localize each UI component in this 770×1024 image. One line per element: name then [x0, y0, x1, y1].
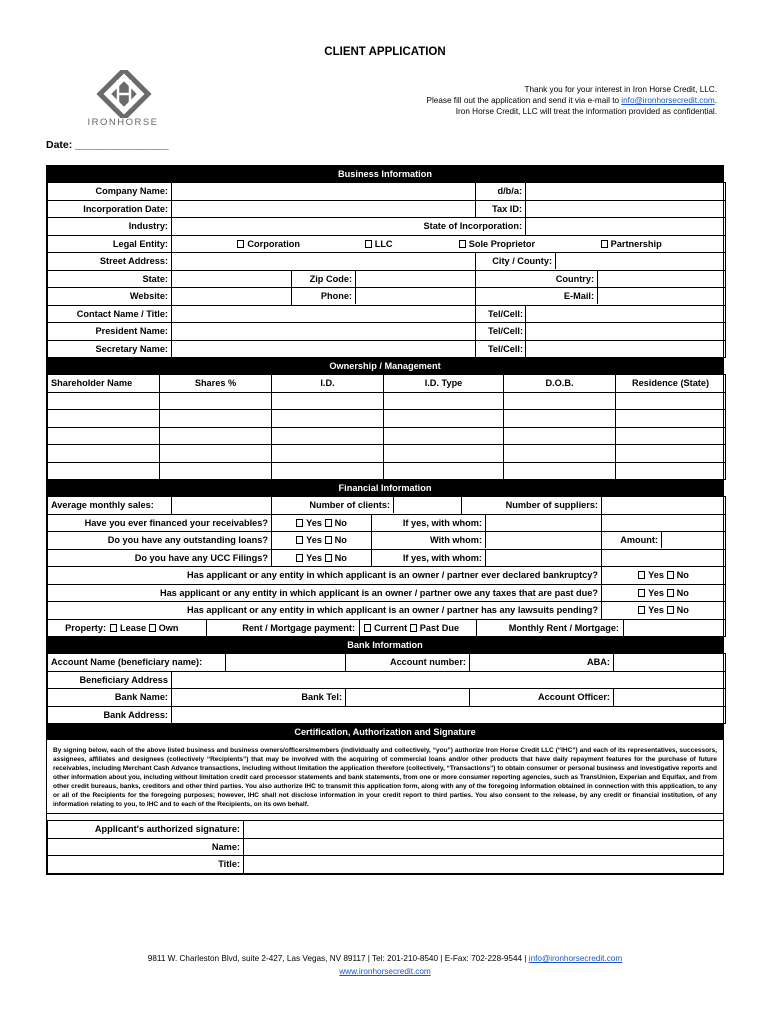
bank-name-label: Bank Name:: [48, 689, 172, 707]
president-telcell-label: Tel/Cell:: [476, 323, 526, 341]
col-dob: D.O.B.: [504, 375, 616, 393]
bank-header: Bank Information: [47, 637, 723, 653]
loans-whom-cell[interactable]: [372, 532, 602, 550]
ucc-yes-no[interactable]: [272, 549, 372, 567]
city-county-label: City / County:: [476, 253, 556, 269]
col-id: I.D.: [272, 375, 384, 393]
no-label: No: [676, 605, 689, 616]
state-of-incorporation-label: State of Incorporation:: [356, 218, 526, 236]
option-partnership-label: Partnership: [610, 238, 662, 249]
checkbox-icon[interactable]: [365, 240, 372, 248]
company-name-field[interactable]: [172, 183, 476, 201]
title-label: Title:: [48, 856, 244, 874]
bankruptcy-label: Has applicant or any entity in which applicant is an owner / partner ever declared bankruptcy?: [48, 567, 602, 585]
current-label: Current: [374, 622, 408, 633]
checkbox-icon[interactable]: [325, 554, 332, 562]
col-id-type: I.D. Type: [384, 375, 504, 393]
row-company: [48, 183, 726, 201]
checkbox-icon[interactable]: [601, 240, 608, 248]
rent-status-options[interactable]: [359, 620, 476, 636]
no-label: No: [334, 552, 347, 563]
name-field[interactable]: [244, 838, 724, 856]
state-of-incorporation-field[interactable]: [526, 218, 726, 236]
intro-email-link[interactable]: info@ironhorsecredit.com: [621, 96, 715, 105]
checkbox-icon[interactable]: [364, 624, 371, 632]
checkbox-icon[interactable]: [459, 240, 466, 248]
amount-cell[interactable]: [602, 532, 726, 550]
bankruptcy-yes-no[interactable]: [602, 567, 726, 585]
secretary-telcell-field[interactable]: [526, 340, 726, 358]
table-row[interactable]: [48, 462, 726, 480]
checkbox-icon[interactable]: [638, 589, 645, 597]
beneficiary-address-field[interactable]: [172, 671, 726, 689]
account-name-label: Account Name (beneficiary name):: [48, 654, 226, 672]
no-label: No: [334, 517, 347, 528]
lawsuits-yes-no[interactable]: [602, 602, 726, 620]
with-whom-label: With whom:: [372, 532, 486, 548]
lease-label: Lease: [120, 622, 147, 633]
ucc-whom-cell[interactable]: [372, 549, 602, 567]
bank-address-field[interactable]: [172, 706, 726, 724]
checkbox-icon[interactable]: [667, 571, 674, 579]
footer-line-1: [0, 952, 770, 965]
no-label: No: [676, 587, 689, 598]
account-officer-label: Account Officer:: [470, 689, 614, 707]
city-county-cell[interactable]: [476, 253, 726, 271]
contact-telcell-field[interactable]: [526, 305, 726, 323]
footer: [0, 952, 770, 978]
phone-label: Phone:: [292, 288, 356, 304]
lawsuits-label: Has applicant or any entity in which applicant is an owner / partner has any lawsuits pending?: [48, 602, 602, 620]
incorporation-date-field[interactable]: [172, 200, 476, 218]
yes-label: Yes: [648, 587, 665, 598]
outstanding-loans-yes-no[interactable]: [272, 532, 372, 550]
bank-tel-field[interactable]: [346, 689, 470, 707]
tax-id-label: Tax ID:: [476, 200, 526, 218]
email-cell[interactable]: [476, 288, 726, 306]
president-telcell-field[interactable]: [526, 323, 726, 341]
intro-line-2-prefix: Please fill out the application and send it via e-mail to: [426, 96, 622, 105]
logo-text: IRONHORSE: [87, 117, 159, 128]
country-cell[interactable]: [476, 270, 726, 288]
col-residence: Residence (State): [616, 375, 726, 393]
yes-label: Yes: [306, 517, 323, 528]
checkbox-icon[interactable]: [410, 624, 417, 632]
num-suppliers-label: Number of suppliers:: [462, 497, 602, 515]
ownership-header: Ownership / Management: [47, 358, 723, 374]
footer-website-link[interactable]: www.ironhorsecredit.com: [339, 967, 431, 976]
num-suppliers-field[interactable]: [602, 497, 726, 515]
checkbox-icon[interactable]: [667, 606, 674, 614]
checkbox-icon[interactable]: [638, 606, 645, 614]
account-number-field[interactable]: [470, 654, 614, 672]
no-label: No: [676, 570, 689, 581]
phone-cell[interactable]: [292, 288, 476, 306]
num-clients-cell[interactable]: [272, 497, 462, 515]
option-corporation[interactable]: [172, 239, 300, 249]
rent-payment-label: Rent / Mortgage payment:: [206, 620, 359, 636]
bank-table: [47, 653, 726, 724]
yes-label: Yes: [306, 535, 323, 546]
no-label: No: [334, 535, 347, 546]
table-row[interactable]: [48, 410, 726, 428]
option-llc[interactable]: [303, 239, 393, 249]
financed-whom-cell[interactable]: [372, 514, 602, 532]
footer-email-link[interactable]: info@ironhorsecredit.com: [528, 954, 623, 963]
secretary-telcell-label: Tel/Cell:: [476, 340, 526, 358]
email-label: E-Mail:: [476, 288, 598, 304]
yes-label: Yes: [648, 605, 665, 616]
own-label: Own: [158, 622, 179, 633]
street-address-label: Street Address:: [48, 253, 172, 271]
contact-label: Contact Name / Title:: [48, 305, 172, 323]
tax-id-field[interactable]: [526, 200, 726, 218]
checkbox-icon[interactable]: [325, 519, 332, 527]
legal-entity-label: Legal Entity:: [48, 235, 172, 253]
checkbox-icon[interactable]: [237, 240, 244, 248]
account-number-label: Account number:: [346, 654, 470, 672]
contact-telcell-label: Tel/Cell:: [476, 305, 526, 323]
website-field[interactable]: [172, 288, 292, 306]
ownership-table: [47, 374, 726, 480]
checkbox-icon[interactable]: [296, 554, 303, 562]
intro-line-1: Thank you for your interest in Iron Horse Credit, LLC.: [524, 85, 717, 94]
dba-field[interactable]: [526, 183, 726, 201]
account-name-field[interactable]: [226, 654, 346, 672]
table-row[interactable]: [48, 445, 726, 463]
checkbox-icon[interactable]: [296, 519, 303, 527]
country-label: Country:: [476, 271, 598, 287]
bank-name-field[interactable]: [172, 689, 346, 707]
date-field[interactable]: Date: ________________: [46, 139, 169, 151]
ucc-whom-label: If yes, with whom:: [372, 550, 486, 566]
application-form: [46, 165, 724, 875]
secretary-field[interactable]: [172, 340, 476, 358]
footer-address: 9811 W. Charleston Blvd, suite 2-427, Las Vegas, NV 89117 | Tel: 201-210-8540 | E-Fax: 702-228-9544 |: [147, 954, 529, 963]
legal-entity-options: [172, 235, 726, 253]
bank-tel-label: Bank Tel:: [301, 692, 342, 703]
signature-label: Applicant's authorized signature:: [48, 821, 244, 839]
ucc-whom-field[interactable]: [602, 549, 726, 567]
zip-label: Zip Code:: [292, 271, 356, 287]
col-shareholder-name: Shareholder Name: [48, 375, 160, 393]
taxes-label: Has applicant or any entity in which applicant is an owner / partner owe any taxes that are past due?: [48, 584, 602, 602]
yes-label: Yes: [306, 552, 323, 563]
certification-text: By signing below, each of the above listed business and business owners/officers/members (individually and collectively, “you”) authorize Iron Horse Credit LLC (“IHC”) and each of its representatives, successors, assignees, affiliates and designees (collectively “Recipients”) that may be involved with the acquiring of commercial loans and/or other products that have daily repayment features for the purchase of future receivables, including Merchant Cash Advance transactions, including without limitation the application therefore (collectively, “Transactions”) to obtain consumer or personal business and investigative reports and other information about you, including without limitation credit card processor statements and bank statements, from one or more consumer reporting agencies, such as TransUnion, Experian and Equifax, and from other credit bureaus, banks, creditors and other third parties. You also authorize IHC to transmit this application form, along with any of the foregoing information obtained in connection with this application, to any or all of the Recipients for the foregoing purposes; however, IHC shall not disclose information in your credit report to third parties. You also consent to the release, by any credit or financial institution, of any information relating to you, to IHC and to each of the Recipients, on its own behalf.: [47, 740, 723, 814]
ownership-header-row: [48, 375, 726, 393]
property-options[interactable]: [110, 623, 206, 633]
signature-field[interactable]: [244, 821, 724, 839]
dba-label: d/b/a:: [476, 183, 526, 201]
title-field[interactable]: [244, 856, 724, 874]
page-title: CLIENT APPLICATION: [324, 46, 446, 58]
business-info-table: [47, 182, 726, 358]
contact-field[interactable]: [172, 305, 476, 323]
past-due-label: Past Due: [419, 622, 460, 633]
amount-label: Amount:: [602, 532, 662, 548]
company-name-label: Company Name:: [48, 183, 172, 201]
website-label: Website:: [48, 288, 172, 306]
option-sole-label: Sole Proprietor: [468, 238, 536, 249]
table-row[interactable]: [48, 427, 726, 445]
account-officer-field[interactable]: [614, 689, 726, 707]
industry-label: Industry:: [48, 218, 172, 236]
taxes-yes-no[interactable]: [602, 584, 726, 602]
president-field[interactable]: [172, 323, 476, 341]
state-field[interactable]: [172, 270, 292, 288]
secretary-label: Secretary Name:: [48, 340, 172, 358]
checkbox-icon[interactable]: [638, 571, 645, 579]
property-label: Property:: [65, 622, 106, 633]
avg-sales-label: Average monthly sales:: [48, 497, 172, 515]
col-shares: Shares %: [160, 375, 272, 393]
option-llc-label: LLC: [374, 238, 393, 249]
checkbox-icon[interactable]: [110, 624, 117, 632]
aba-label: ABA:: [587, 657, 610, 668]
monthly-rent-label: Monthly Rent / Mortgage:: [476, 620, 624, 636]
footer-line-2: [0, 965, 770, 978]
beneficiary-address-label: Beneficiary Address: [48, 671, 172, 689]
property-row: [48, 619, 726, 637]
aba-field[interactable]: [614, 654, 726, 672]
financed-receivables-yes-no[interactable]: [272, 514, 372, 532]
intro-line-3: Iron Horse Credit, LLC will treat the information provided as confidential.: [455, 107, 717, 116]
street-address-field[interactable]: [172, 253, 476, 271]
option-corporation-label: Corporation: [247, 238, 300, 249]
name-label: Name:: [48, 838, 244, 856]
state-label: State:: [48, 270, 172, 288]
option-sole-proprietor[interactable]: [395, 239, 535, 249]
zip-cell[interactable]: [292, 270, 476, 288]
if-yes-whom-label: If yes, with whom:: [372, 515, 486, 531]
president-label: President Name:: [48, 323, 172, 341]
yes-label: Yes: [648, 570, 665, 581]
certification-header: Certification, Authorization and Signature: [47, 724, 723, 740]
financial-header: Financial Information: [47, 480, 723, 496]
checkbox-icon[interactable]: [325, 536, 332, 544]
financial-table: [47, 496, 726, 637]
outstanding-loans-label: Do you have any outstanding loans?: [48, 532, 272, 550]
incorporation-date-label: Incorporation Date:: [48, 200, 172, 218]
intro-line-2-suffix: .: [714, 96, 717, 105]
avg-sales-field[interactable]: [172, 497, 272, 515]
bank-address-label: Bank Address:: [48, 706, 172, 724]
checkbox-icon[interactable]: [149, 624, 156, 632]
checkbox-icon[interactable]: [296, 536, 303, 544]
signature-table: [47, 820, 724, 874]
checkbox-icon[interactable]: [667, 589, 674, 597]
financed-whom-field[interactable]: [602, 514, 726, 532]
option-partnership[interactable]: [538, 239, 662, 249]
business-info-header: Business Information: [47, 166, 723, 182]
industry-field[interactable]: [172, 218, 356, 236]
num-clients-label: Number of clients:: [272, 497, 394, 513]
intro-line-2: [427, 95, 718, 106]
financed-receivables-label: Have you ever financed your receivables?: [48, 514, 272, 532]
ucc-label: Do you have any UCC Filings?: [48, 549, 272, 567]
table-row[interactable]: [48, 392, 726, 410]
intro-text: [427, 84, 718, 117]
